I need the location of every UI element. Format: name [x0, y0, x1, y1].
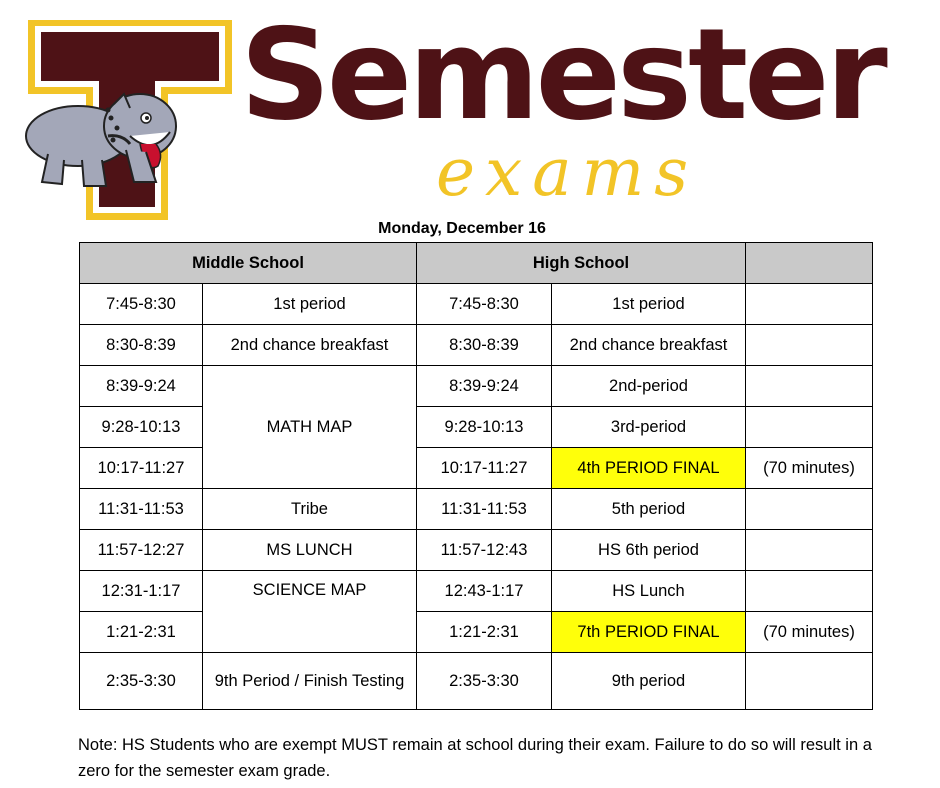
hs-activity: 1st period — [552, 284, 746, 325]
ms-time: 11:31-11:53 — [80, 489, 203, 530]
table-row — [80, 407, 873, 448]
ms-time: 7:45-8:30 — [80, 284, 203, 325]
row-note — [746, 284, 873, 325]
hs-activity: HS 6th period — [552, 530, 746, 571]
row-note — [746, 571, 873, 612]
bulldog-t-logo — [18, 14, 238, 228]
hs-activity: 2nd chance breakfast — [552, 325, 746, 366]
hs-activity: 2nd-period — [552, 366, 746, 407]
table-row — [80, 325, 873, 366]
hs-time: 11:57-12:43 — [417, 530, 552, 571]
ms-time: 11:57-12:27 — [80, 530, 203, 571]
ms-time: 12:31-1:17 — [80, 571, 203, 612]
row-note: (70 minutes) — [746, 448, 873, 489]
ms-time: 8:30-8:39 — [80, 325, 203, 366]
row-note — [746, 489, 873, 530]
hs-time: 11:31-11:53 — [417, 489, 552, 530]
hs-time: 8:39-9:24 — [417, 366, 552, 407]
middle-school-header: Middle School — [80, 243, 417, 284]
hs-time: 8:30-8:39 — [417, 325, 552, 366]
table-row — [80, 284, 873, 325]
ms-activity: 2nd chance breakfast — [203, 325, 417, 366]
hs-activity: HS Lunch — [552, 571, 746, 612]
row-note — [746, 407, 873, 448]
page-subtitle: exams — [436, 134, 699, 211]
ms-activity: 9th Period / Finish Testing — [203, 653, 417, 710]
table-header-row — [80, 243, 873, 284]
ms-time: 9:28-10:13 — [80, 407, 203, 448]
row-note: (70 minutes) — [746, 612, 873, 653]
ms-activity: SCIENCE MAP — [203, 571, 417, 653]
table-row — [80, 489, 873, 530]
table-row — [80, 530, 873, 571]
table-row — [80, 366, 873, 407]
hs-activity-final-highlighted: 4th PERIOD FINAL — [552, 448, 746, 489]
table-row — [80, 612, 873, 653]
ms-activity: MS LUNCH — [203, 530, 417, 571]
hs-activity: 5th period — [552, 489, 746, 530]
row-note — [746, 325, 873, 366]
ms-activity: MATH MAP — [203, 366, 417, 489]
table-row — [80, 448, 873, 489]
ms-time: 10:17-11:27 — [80, 448, 203, 489]
hs-time: 1:21-2:31 — [417, 612, 552, 653]
high-school-header: High School — [417, 243, 746, 284]
page-title: Semester — [240, 1, 884, 148]
hs-time: 7:45-8:30 — [417, 284, 552, 325]
ms-time: 8:39-9:24 — [80, 366, 203, 407]
hs-time: 10:17-11:27 — [417, 448, 552, 489]
ms-time: 1:21-2:31 — [80, 612, 203, 653]
row-note — [746, 653, 873, 710]
hs-activity: 3rd-period — [552, 407, 746, 448]
hs-activity-final-highlighted: 7th PERIOD FINAL — [552, 612, 746, 653]
hs-time: 2:35-3:30 — [417, 653, 552, 710]
row-note — [746, 530, 873, 571]
ms-activity: 1st period — [203, 284, 417, 325]
exemption-note: Note: HS Students who are exempt MUST remain at school during their exam. Failure to do so will result in a zero for the semester exam grade. — [78, 736, 872, 780]
hs-time: 12:43-1:17 — [417, 571, 552, 612]
ms-time: 2:35-3:30 — [80, 653, 203, 710]
exam-schedule-table — [79, 242, 873, 710]
ms-activity: Tribe — [203, 489, 417, 530]
hs-activity: 9th period — [552, 653, 746, 710]
schedule-date: Monday, December 16 — [378, 220, 546, 237]
table-row — [80, 653, 873, 710]
hs-time: 9:28-10:13 — [417, 407, 552, 448]
row-note — [746, 366, 873, 407]
table-row — [80, 571, 873, 612]
notes-header — [746, 243, 873, 284]
